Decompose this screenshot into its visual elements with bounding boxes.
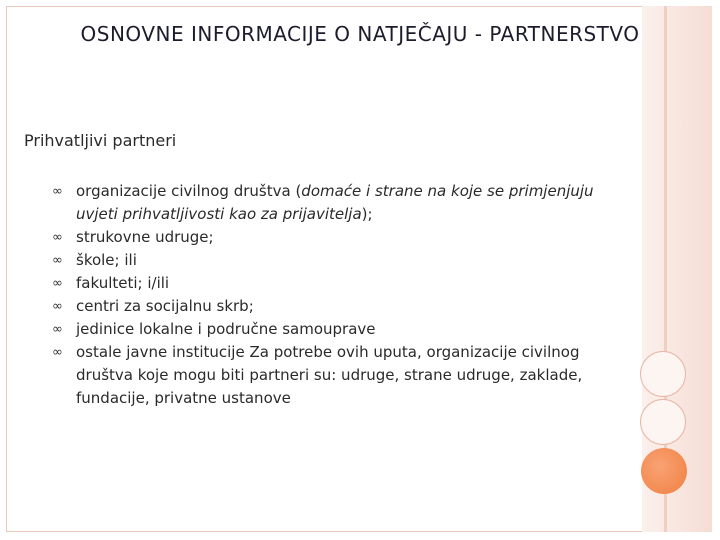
list-item: ∞ centri za socijalnu skrb;	[50, 295, 630, 318]
infinity-bullet-icon: ∞	[52, 230, 63, 245]
decorative-ring-icon	[640, 399, 686, 445]
infinity-bullet-icon: ∞	[52, 276, 63, 291]
list-item: ∞ ostale javne institucije Za potrebe ovih uputa, organizacije civilnog društva koje mogu biti partneri su: udruge, strane udruge, zaklade, fundacije, privatne ustanove	[52, 343, 583, 407]
list-item: ∞ organizacije civilnog društva (domaće i strane na koje se primjenjuju uvjeti prihvatljivosti kao za prijavitelja);	[52, 182, 594, 223]
infinity-bullet-icon: ∞	[52, 322, 63, 337]
infinity-bullet-icon: ∞	[52, 253, 63, 268]
list-item: ∞ strukovne udruge;	[50, 226, 630, 249]
slide-subtitle: Prihvatljivi partneri	[24, 131, 177, 150]
decorative-ring-icon	[640, 351, 686, 397]
slide-title: OSNOVNE INFORMACIJE O NATJEČAJU - PARTNERSTVO	[80, 22, 640, 46]
list-item: ∞ škole; ili	[50, 249, 630, 272]
infinity-bullet-icon: ∞	[52, 345, 63, 360]
infinity-bullet-icon: ∞	[52, 184, 63, 199]
list-item: ∞ jedinice lokalne i područne samouprave	[50, 318, 630, 341]
list-item: ∞ fakulteti; i/ili	[50, 272, 630, 295]
decorative-orange-circle-icon	[641, 448, 687, 494]
infinity-bullet-icon: ∞	[52, 299, 63, 314]
partner-list	[50, 180, 630, 410]
